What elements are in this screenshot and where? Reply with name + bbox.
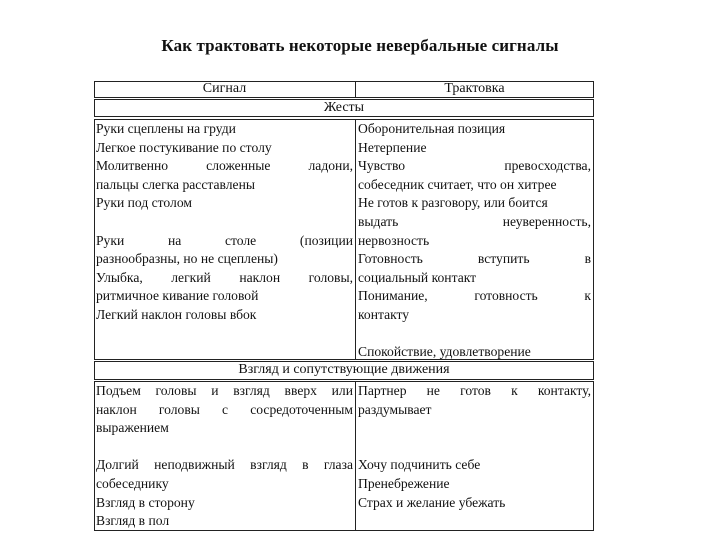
table-line: Руки на столе (позиции bbox=[96, 232, 353, 248]
table-line: собеседнику bbox=[96, 475, 169, 491]
table-line: наклон головы с сосредоточенным bbox=[96, 401, 353, 417]
section-gestures-divider bbox=[355, 119, 356, 360]
table-line: Нетерпение bbox=[358, 139, 427, 155]
table-line: Молитвенно сложенные ладони, bbox=[96, 158, 353, 174]
table-line: пальцы слегка расставлены bbox=[96, 176, 255, 192]
column-header-interpretation: Трактовка bbox=[444, 81, 505, 96]
column-header-signal: Сигнал bbox=[202, 81, 247, 96]
table-line: Чувство превосходства, bbox=[358, 158, 591, 174]
table-line: Хочу подчинить себе bbox=[358, 457, 481, 473]
section-gaze-interpretations bbox=[358, 382, 591, 512]
table-line: Легкий наклон головы вбок bbox=[96, 306, 257, 322]
table-line: раздумывает bbox=[358, 401, 432, 417]
table-line: Спокойствие, удовлетворение bbox=[358, 344, 531, 360]
table-line: социальный контакт bbox=[358, 269, 477, 285]
section-gestures-label: Жесты bbox=[323, 100, 365, 115]
table-line: нервозность bbox=[358, 232, 430, 248]
table-line: Оборонительная позиция bbox=[358, 121, 506, 136]
blank-line bbox=[358, 438, 591, 457]
table-line: Руки сцеплены на груди bbox=[96, 121, 236, 136]
table-line: Подъем головы и взгляд вверх или bbox=[96, 383, 353, 398]
blank-line bbox=[358, 325, 591, 344]
table-line: Долгий неподвижный взгляд в глаза bbox=[96, 457, 353, 473]
table-line: Страх и желание убежать bbox=[358, 494, 506, 510]
blank-line bbox=[96, 438, 353, 457]
blank-line bbox=[96, 213, 353, 232]
table-line: Не готов к разговору, или боится bbox=[358, 195, 548, 211]
table-line: контакту bbox=[358, 306, 410, 322]
page-title: Как трактовать некоторые невербальные сигналы bbox=[161, 36, 559, 55]
table-line: выражением bbox=[96, 420, 169, 436]
section-gestures-interpretations bbox=[358, 120, 591, 362]
table-line: ритмичное кивание головой bbox=[96, 288, 259, 304]
section-gaze-divider bbox=[355, 381, 356, 531]
table-line: Понимание, готовность к bbox=[358, 288, 591, 304]
blank-line bbox=[358, 419, 591, 438]
table-line: разнообразны, но не сцеплены) bbox=[96, 251, 278, 267]
section-gaze-signals bbox=[96, 382, 353, 531]
table-line: Взгляд в сторону bbox=[96, 494, 195, 510]
table-line: собеседник считает, что он хитрее bbox=[358, 176, 557, 192]
table-line: Пренебрежение bbox=[358, 475, 450, 491]
section-gaze-label: Взгляд и сопутствующие движения bbox=[238, 362, 450, 377]
table-line: Взгляд в пол bbox=[96, 513, 170, 529]
table-line: Легкое постукивание по столу bbox=[96, 139, 272, 155]
table-line: Улыбка, легкий наклон головы, bbox=[96, 269, 353, 285]
section-gestures-signals bbox=[96, 120, 353, 325]
table-line: выдать неуверенность, bbox=[358, 213, 591, 229]
table-line: Партнер не готов к контакту, bbox=[358, 383, 591, 398]
table-line: Готовность вступить в bbox=[358, 251, 591, 267]
table-line: Руки под столом bbox=[96, 195, 192, 211]
